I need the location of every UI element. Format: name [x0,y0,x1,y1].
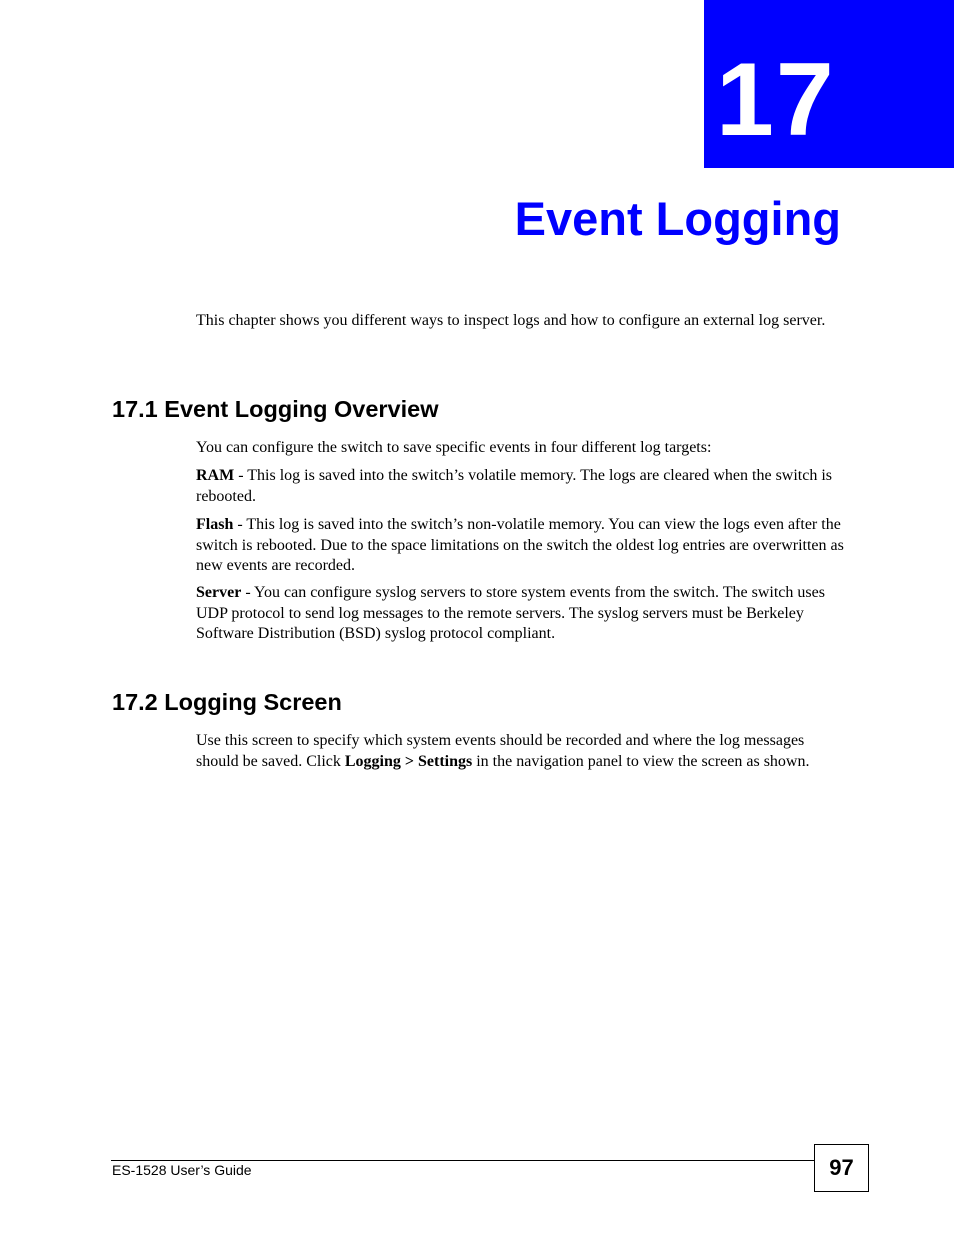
server-target-paragraph [196,583,846,645]
flash-term: Flash [196,516,234,533]
server-term: Server [196,584,242,601]
chapter-intro: This chapter shows you different ways to inspect logs and how to configure an external log server. [196,312,826,329]
ram-term: RAM [196,467,235,484]
ram-description: - This log is saved into the switch’s volatile memory. The logs are cleared when the switch is rebooted. [196,467,833,505]
flash-target-paragraph [196,515,846,577]
chapter-number: 17 [716,42,836,158]
flash-description: - This log is saved into the switch’s non-volatile memory. You can view the logs even after the switch is rebooted. Due to the space limitations on the switch the oldest log entries are overwritten as new events are recorded. [196,516,844,574]
logging-screen-text-end: in the navigation panel to view the screen as shown. [472,752,810,770]
server-description: - You can configure syslog servers to store system events from the switch. The switch uses UDP protocol to send log messages to the remote servers. The syslog servers must be Berkeley Software Distribution (BSD) syslog protocol compliant. [196,584,825,642]
section-heading-event-logging-overview: 17.1 Event Logging Overview [112,396,439,422]
ram-target-paragraph [196,466,846,507]
chapter-title: Event Logging [514,192,841,245]
navigation-path: Logging > Settings [344,752,473,770]
page-number: 97 [814,1144,869,1192]
section-heading-logging-screen: 17.2 Logging Screen [112,689,342,715]
logging-screen-text-start: Use this screen to specify which system events should be recorded and where the log messages should be saved. Click [196,732,805,770]
overview-intro-paragraph: You can configure the switch to save specific events in four different log targets: [196,439,712,456]
logging-screen-paragraph [196,731,846,772]
footer-guide-title: ES-1528 User’s Guide [112,1162,252,1178]
